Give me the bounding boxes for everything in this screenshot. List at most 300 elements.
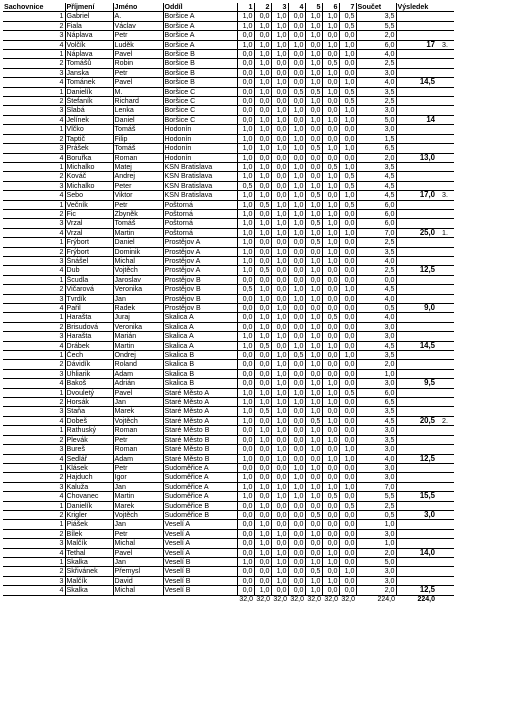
cell-r2: 0,0 <box>254 134 271 143</box>
cell-r2: 0,5 <box>254 266 271 275</box>
cell-team-result <box>396 12 436 21</box>
cell-rank: 1. <box>436 228 454 237</box>
cell-board: 1 <box>3 275 65 284</box>
cell-r5: 1,0 <box>305 181 322 190</box>
cell-sum: 2,0 <box>356 153 396 162</box>
header-result: Výsledek <box>396 3 436 12</box>
cell-firstname: Veronika <box>113 322 163 331</box>
cell-r5: 0,0 <box>305 539 322 548</box>
cell-team-result: 15,5 <box>396 492 436 501</box>
cell-sum: 0,5 <box>356 304 396 313</box>
cell-r5: 1,0 <box>305 351 322 360</box>
cell-r7: 0,0 <box>339 435 356 444</box>
cell-r6: 1,0 <box>322 341 339 350</box>
table-row <box>3 576 454 585</box>
cell-r1: 0,0 <box>237 322 254 331</box>
cell-surname: Jelínek <box>65 115 113 124</box>
cell-r7: 0,0 <box>339 153 356 162</box>
cell-rank <box>436 529 454 538</box>
cell-r4: 0,0 <box>288 115 305 124</box>
cell-board: 1 <box>3 162 65 171</box>
cell-r4: 1,0 <box>288 134 305 143</box>
table-row <box>3 172 454 181</box>
cell-board: 2 <box>3 97 65 106</box>
cell-r4: 1,0 <box>288 341 305 350</box>
cell-r6: 1,0 <box>322 454 339 463</box>
cell-firstname: David <box>113 576 163 585</box>
table-row <box>3 21 454 30</box>
cell-r3: 1,0 <box>271 40 288 49</box>
cell-r7: 1,0 <box>339 106 356 115</box>
cell-firstname: Dominik <box>113 247 163 256</box>
cell-club: Sudoměřice A <box>163 463 237 472</box>
cell-r5: 1,0 <box>305 21 322 30</box>
cell-club: Hodonín <box>163 153 237 162</box>
cell-rank <box>436 379 454 388</box>
cell-surname: Vlčko <box>65 125 113 134</box>
total-round-6: 32,0 <box>322 595 339 604</box>
cell-r6: 1,0 <box>322 238 339 247</box>
cell-r3: 0,0 <box>271 134 288 143</box>
cell-sum: 6,0 <box>356 209 396 218</box>
cell-r3: 1,0 <box>271 567 288 576</box>
cell-sum: 4,5 <box>356 341 396 350</box>
cell-team-result <box>396 31 436 40</box>
cell-team-result <box>396 473 436 482</box>
cell-r5: 1,0 <box>305 228 322 237</box>
cell-r5: 1,0 <box>305 557 322 566</box>
cell-r4: 0,0 <box>288 510 305 519</box>
cell-club: Boršice B <box>163 78 237 87</box>
cell-r4: 0,5 <box>288 351 305 360</box>
cell-surname: Večník <box>65 200 113 209</box>
cell-board: 3 <box>3 181 65 190</box>
cell-r7: 0,0 <box>339 492 356 501</box>
cell-r1: 0,0 <box>237 97 254 106</box>
cell-surname: Volčík <box>65 40 113 49</box>
header-surname: Příjmení <box>65 3 113 12</box>
cell-surname: Bakoš <box>65 379 113 388</box>
cell-club: Prostějov A <box>163 247 237 256</box>
cell-surname: Rathuský <box>65 426 113 435</box>
cell-r4: 0,0 <box>288 548 305 557</box>
cell-club: Prostějov B <box>163 285 237 294</box>
cell-r6: 0,0 <box>322 539 339 548</box>
cell-board: 3 <box>3 219 65 228</box>
cell-firstname: Robin <box>113 59 163 68</box>
cell-rank: 3. <box>436 40 454 49</box>
table-row <box>3 228 454 237</box>
cell-r6: 1,0 <box>322 172 339 181</box>
cell-r4: 0,0 <box>288 567 305 576</box>
cell-r4: 1,0 <box>288 162 305 171</box>
cell-surname: Malčík <box>65 539 113 548</box>
cell-board: 1 <box>3 426 65 435</box>
cell-firstname: Jan <box>113 294 163 303</box>
cell-r3: 1,0 <box>271 351 288 360</box>
cell-surname: Piášek <box>65 520 113 529</box>
cell-club: Poštorná <box>163 228 237 237</box>
cell-sum: 0,0 <box>356 275 396 284</box>
cell-r2: 1,0 <box>254 115 271 124</box>
cell-r5: 0,5 <box>305 510 322 519</box>
cell-r7: 0,0 <box>339 548 356 557</box>
cell-board: 4 <box>3 492 65 501</box>
cell-firstname: Jan <box>113 520 163 529</box>
cell-r6: 0,0 <box>322 567 339 576</box>
cell-rank <box>436 501 454 510</box>
cell-sum: 1,0 <box>356 369 396 378</box>
cell-r6: 0,0 <box>322 304 339 313</box>
cell-r1: 1,0 <box>237 454 254 463</box>
cell-sum: 1,0 <box>356 520 396 529</box>
cell-rank <box>436 435 454 444</box>
cell-club: KSN Bratislava <box>163 181 237 190</box>
cell-board: 4 <box>3 548 65 557</box>
cell-r6: 0,0 <box>322 266 339 275</box>
cell-r1: 1,0 <box>237 134 254 143</box>
cell-r1: 0,5 <box>237 285 254 294</box>
cell-r2: 1,0 <box>254 68 271 77</box>
cell-r1: 0,0 <box>237 379 254 388</box>
cell-r7: 1,0 <box>339 50 356 59</box>
cell-r4: 0,0 <box>288 266 305 275</box>
cell-r4: 1,0 <box>288 125 305 134</box>
cell-r1: 1,0 <box>237 482 254 491</box>
cell-sum: 2,5 <box>356 238 396 247</box>
cell-r5: 0,5 <box>305 219 322 228</box>
cell-r4: 0,0 <box>288 576 305 585</box>
cell-club: Veselí B <box>163 576 237 585</box>
cell-r2: 0,0 <box>254 557 271 566</box>
cell-firstname: Igor <box>113 473 163 482</box>
table-row <box>3 209 454 218</box>
cell-r5: 0,0 <box>305 125 322 134</box>
cell-club: Sudoměřice A <box>163 473 237 482</box>
cell-r7: 0,0 <box>339 520 356 529</box>
cell-r4: 0,0 <box>288 369 305 378</box>
cell-surname: Dávidík <box>65 360 113 369</box>
cell-r5: 0,0 <box>305 162 322 171</box>
cell-rank <box>436 256 454 265</box>
cell-surname: Taptič <box>65 134 113 143</box>
cell-r2: 0,0 <box>254 97 271 106</box>
cell-r6: 0,0 <box>322 332 339 341</box>
cell-surname: Náplava <box>65 31 113 40</box>
table-row <box>3 473 454 482</box>
cell-rank <box>436 313 454 322</box>
cell-board: 2 <box>3 567 65 576</box>
cell-r7: 0,0 <box>339 379 356 388</box>
cell-r5: 1,0 <box>305 586 322 595</box>
cell-surname: Chovanec <box>65 492 113 501</box>
cell-board: 2 <box>3 247 65 256</box>
cell-team-result <box>396 360 436 369</box>
cell-r6: 0,0 <box>322 463 339 472</box>
cell-r7: 0,5 <box>339 87 356 96</box>
cell-r2: 0,0 <box>254 360 271 369</box>
cell-club: Sudoměřice B <box>163 510 237 519</box>
cell-club: Sudoměřice B <box>163 501 237 510</box>
table-row <box>3 256 454 265</box>
cell-team-result <box>396 59 436 68</box>
cell-r4: 0,0 <box>288 332 305 341</box>
cell-r5: 0,0 <box>305 369 322 378</box>
cell-r4: 0,0 <box>288 238 305 247</box>
cell-club: Boršice A <box>163 21 237 30</box>
cell-club: Poštorná <box>163 200 237 209</box>
cell-r1: 1,0 <box>237 557 254 566</box>
cell-r5: 1,0 <box>305 97 322 106</box>
cell-r7: 1,0 <box>339 115 356 124</box>
cell-r2: 0,0 <box>254 275 271 284</box>
cell-surname: Boruřka <box>65 153 113 162</box>
cell-r4: 0,0 <box>288 520 305 529</box>
cell-r4: 0,0 <box>288 78 305 87</box>
cell-team-result <box>396 125 436 134</box>
table-row <box>3 510 454 519</box>
cell-firstname: Radek <box>113 304 163 313</box>
cell-surname: Hajduch <box>65 473 113 482</box>
cell-r1: 1,0 <box>237 416 254 425</box>
cell-r4: 0,0 <box>288 31 305 40</box>
cell-r5: 1,0 <box>305 50 322 59</box>
cell-r2: 0,0 <box>254 31 271 40</box>
cell-r1: 0,0 <box>237 576 254 585</box>
cell-r6: 1,0 <box>322 576 339 585</box>
cell-r2: 1,0 <box>254 191 271 200</box>
cell-sum: 2,0 <box>356 360 396 369</box>
cell-sum: 6,0 <box>356 40 396 49</box>
cell-board: 2 <box>3 209 65 218</box>
cell-sum: 3,0 <box>356 445 396 454</box>
cell-club: Skalica A <box>163 322 237 331</box>
cell-r4: 1,0 <box>288 473 305 482</box>
cell-r7: 0,0 <box>339 398 356 407</box>
cell-r2: 0,0 <box>254 12 271 21</box>
cell-r7: 0,0 <box>339 539 356 548</box>
cell-r1: 1,0 <box>237 219 254 228</box>
cell-r3: 0,0 <box>271 68 288 77</box>
cell-sum: 4,5 <box>356 181 396 190</box>
total-round-4: 32,0 <box>288 595 305 604</box>
cell-r6: 1,0 <box>322 548 339 557</box>
cell-r1: 1,0 <box>237 200 254 209</box>
header-firstname: Jméno <box>113 3 163 12</box>
cell-board: 2 <box>3 21 65 30</box>
header-row <box>3 3 454 12</box>
cell-surname: Drábek <box>65 341 113 350</box>
cell-rank <box>436 510 454 519</box>
cell-r6: 0,0 <box>322 473 339 482</box>
cell-r7: 0,5 <box>339 501 356 510</box>
cell-r5: 1,0 <box>305 492 322 501</box>
cell-club: Prostějov B <box>163 294 237 303</box>
cell-r5: 1,0 <box>305 341 322 350</box>
table-row <box>3 40 454 49</box>
cell-surname: Harašta <box>65 313 113 322</box>
cell-surname: Pařil <box>65 304 113 313</box>
cell-r7: 1,0 <box>339 567 356 576</box>
cell-team-result: 17,0 <box>396 191 436 200</box>
cell-sum: 3,5 <box>356 162 396 171</box>
cell-surname: Prášek <box>65 144 113 153</box>
cell-sum: 0,5 <box>356 510 396 519</box>
cell-surname: Vrzal <box>65 228 113 237</box>
cell-club: Hodonín <box>163 144 237 153</box>
cell-r3: 1,0 <box>271 407 288 416</box>
cell-rank <box>436 200 454 209</box>
cell-sum: 6,0 <box>356 219 396 228</box>
cell-firstname: Adam <box>113 369 163 378</box>
cell-r3: 1,0 <box>271 379 288 388</box>
cell-r6: 0,5 <box>322 59 339 68</box>
cell-club: Boršice A <box>163 40 237 49</box>
cell-board: 2 <box>3 510 65 519</box>
table-row <box>3 106 454 115</box>
cell-surname: Skřivánek <box>65 567 113 576</box>
cell-r3: 1,0 <box>271 369 288 378</box>
cell-r5: 1,0 <box>305 426 322 435</box>
cell-r2: 0,0 <box>254 445 271 454</box>
cell-club: Staré Město A <box>163 388 237 397</box>
cell-surname: Janska <box>65 68 113 77</box>
cell-surname: Plevák <box>65 435 113 444</box>
total-round-5: 32,0 <box>305 595 322 604</box>
cell-r2: 0,0 <box>254 576 271 585</box>
cell-r1: 0,0 <box>237 510 254 519</box>
cell-r6: 1,0 <box>322 87 339 96</box>
cell-r3: 1,0 <box>271 416 288 425</box>
cell-firstname: Martin <box>113 492 163 501</box>
cell-r5: 1,0 <box>305 31 322 40</box>
cell-r6: 1,0 <box>322 435 339 444</box>
cell-sum: 3,0 <box>356 567 396 576</box>
cell-board: 3 <box>3 106 65 115</box>
cell-club: Boršice A <box>163 31 237 40</box>
table-row <box>3 294 454 303</box>
cell-rank <box>436 520 454 529</box>
cell-team-result <box>396 369 436 378</box>
cell-sum: 4,5 <box>356 285 396 294</box>
cell-sum: 4,5 <box>356 191 396 200</box>
cell-board: 2 <box>3 360 65 369</box>
cell-r5: 0,0 <box>305 548 322 557</box>
cell-r6: 1,0 <box>322 68 339 77</box>
cell-r4: 0,0 <box>288 407 305 416</box>
totals-spacer <box>3 595 65 604</box>
cell-firstname: Marek <box>113 501 163 510</box>
cell-r3: 1,0 <box>271 529 288 538</box>
cell-rank <box>436 567 454 576</box>
cell-sum: 1,0 <box>356 539 396 548</box>
cell-firstname: Vojtěch <box>113 266 163 275</box>
cell-r2: 1,0 <box>254 50 271 59</box>
cell-r1: 1,0 <box>237 256 254 265</box>
cell-r1: 0,0 <box>237 426 254 435</box>
table-row <box>3 68 454 77</box>
cell-sum: 2,5 <box>356 59 396 68</box>
cell-sum: 2,5 <box>356 501 396 510</box>
cell-r3: 0,0 <box>271 510 288 519</box>
cell-rank <box>436 134 454 143</box>
cell-r1: 0,0 <box>237 313 254 322</box>
cell-r7: 0,5 <box>339 200 356 209</box>
cell-r5: 0,0 <box>305 275 322 284</box>
cell-r6: 1,0 <box>322 181 339 190</box>
header-round-7: 7 <box>339 3 356 12</box>
cell-r4: 1,0 <box>288 219 305 228</box>
cell-r1: 1,0 <box>237 144 254 153</box>
cell-surname: Staňa <box>65 407 113 416</box>
cell-r5: 0,5 <box>305 144 322 153</box>
cell-surname: Malčík <box>65 576 113 585</box>
cell-r6: 0,0 <box>322 153 339 162</box>
cell-r3: 0,0 <box>271 59 288 68</box>
cell-r1: 0,5 <box>237 181 254 190</box>
cell-team-result <box>396 482 436 491</box>
cell-r4: 0,0 <box>288 12 305 21</box>
cell-r1: 1,0 <box>237 341 254 350</box>
cell-rank <box>436 12 454 21</box>
cell-r2: 0,5 <box>254 200 271 209</box>
cell-r1: 1,0 <box>237 398 254 407</box>
cell-rank <box>436 304 454 313</box>
cell-r1: 0,0 <box>237 445 254 454</box>
cell-r5: 1,0 <box>305 379 322 388</box>
table-row <box>3 398 454 407</box>
table-row <box>3 153 454 162</box>
cell-surname: Slabá <box>65 106 113 115</box>
cell-r4: 1,0 <box>288 463 305 472</box>
cell-board: 3 <box>3 539 65 548</box>
cell-r6: 0,0 <box>322 407 339 416</box>
cell-r4: 0,0 <box>288 153 305 162</box>
cell-r3: 1,0 <box>271 576 288 585</box>
cell-board: 2 <box>3 59 65 68</box>
cell-team-result <box>396 275 436 284</box>
cell-club: Prostějov A <box>163 238 237 247</box>
cell-r7: 0,0 <box>339 294 356 303</box>
cell-r3: 1,0 <box>271 548 288 557</box>
cell-r6: 0,0 <box>322 134 339 143</box>
cell-r3: 0,0 <box>271 238 288 247</box>
cell-r5: 1,0 <box>305 482 322 491</box>
cell-sum: 4,0 <box>356 294 396 303</box>
cell-firstname: Roman <box>113 153 163 162</box>
cell-team-result <box>396 181 436 190</box>
cell-team-result <box>396 501 436 510</box>
cell-r3: 0,0 <box>271 285 288 294</box>
cell-rank <box>436 586 454 595</box>
table-row <box>3 125 454 134</box>
cell-r4: 1,0 <box>288 482 305 491</box>
cell-r7: 0,0 <box>339 59 356 68</box>
cell-r4: 0,0 <box>288 416 305 425</box>
table-row <box>3 313 454 322</box>
table-row <box>3 134 454 143</box>
cell-sum: 4,0 <box>356 454 396 463</box>
cell-r5: 0,0 <box>305 520 322 529</box>
cell-r6: 0,0 <box>322 586 339 595</box>
cell-r1: 0,0 <box>237 360 254 369</box>
cell-board: 2 <box>3 134 65 143</box>
cell-board: 4 <box>3 379 65 388</box>
cell-r7: 0,0 <box>339 416 356 425</box>
cell-board: 4 <box>3 115 65 124</box>
cell-firstname: Václav <box>113 21 163 30</box>
cell-r2: 1,0 <box>254 285 271 294</box>
